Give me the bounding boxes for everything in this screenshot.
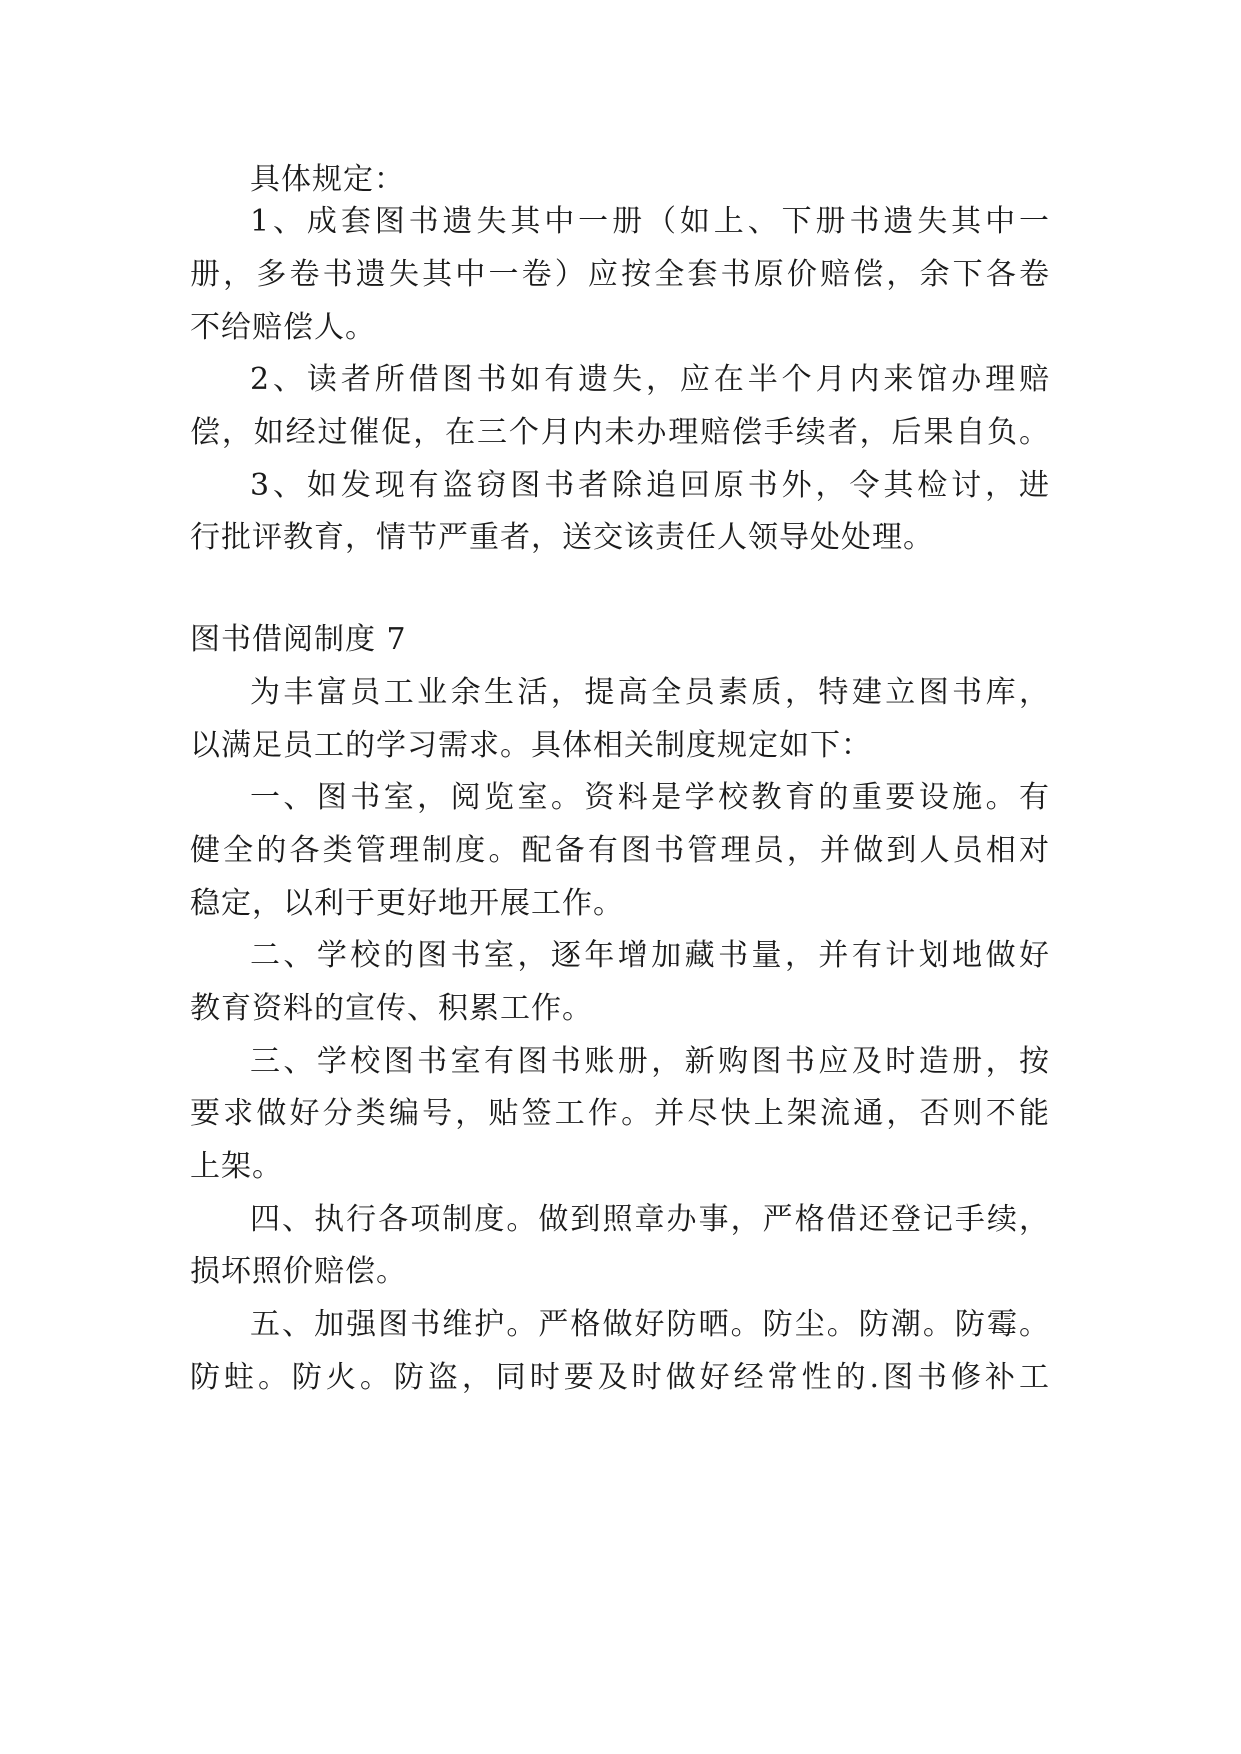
paragraph-line: 二、学校的图书室，逐年增加藏书量，并有计划地做好 xyxy=(250,938,1050,973)
paragraph-line: 1、成套图书遗失其中一册（如上、下册书遗失其中一 xyxy=(250,204,1050,239)
paragraph-line: 四、执行各项制度。做到照章办事，严格借还登记手续， xyxy=(250,1202,1050,1237)
paragraph-line: 偿，如经过催促，在三个月内未办理赔偿手续者，后果自负。 xyxy=(190,415,1050,450)
paragraph-line: 一、图书室，阅览室。资料是学校教育的重要设施。有 xyxy=(250,780,1050,815)
paragraph-line: 三、学校图书室有图书账册，新购图书应及时造册，按 xyxy=(250,1044,1050,1079)
paragraph-line: 3、如发现有盗窃图书者除追回原书外，令其检讨，进 xyxy=(250,468,1050,503)
paragraph-line: 行批评教育，情节严重者，送交该责任人领导处处理。 xyxy=(190,520,934,555)
paragraph-line: 2、读者所借图书如有遗失，应在半个月内来馆办理赔 xyxy=(250,362,1050,397)
paragraph-line: 五、加强图书维护。严格做好防晒。防尘。防潮。防霉。 xyxy=(250,1307,1050,1342)
paragraph-line: 上架。 xyxy=(190,1149,283,1184)
paragraph-line: 以满足员工的学习需求。具体相关制度规定如下： xyxy=(190,728,872,763)
paragraph-line: 要求做好分类编号，贴签工作。并尽快上架流通，否则不能 xyxy=(190,1096,1050,1131)
paragraph-line: 损坏照价赔偿。 xyxy=(190,1254,407,1289)
paragraph-line: 不给赔偿人。 xyxy=(190,310,376,345)
paragraph-line: 为丰富员工业余生活，提高全员素质，特建立图书库， xyxy=(250,675,1050,710)
paragraph-line: 册，多卷书遗失其中一卷）应按全套书原价赔偿，余下各卷 xyxy=(190,257,1050,292)
section-title: 图书借阅制度 7 xyxy=(190,622,407,657)
section-heading: 具体规定： xyxy=(250,162,405,197)
paragraph-line: 健全的各类管理制度。配备有图书管理员，并做到人员相对 xyxy=(190,833,1050,868)
paragraph-line: 稳定，以利于更好地开展工作。 xyxy=(190,886,624,921)
paragraph-line: 教育资料的宣传、积累工作。 xyxy=(190,991,593,1026)
paragraph-line: 防蛀。防火。防盗，同时要及时做好经常性的.图书修补工 xyxy=(190,1360,1050,1395)
